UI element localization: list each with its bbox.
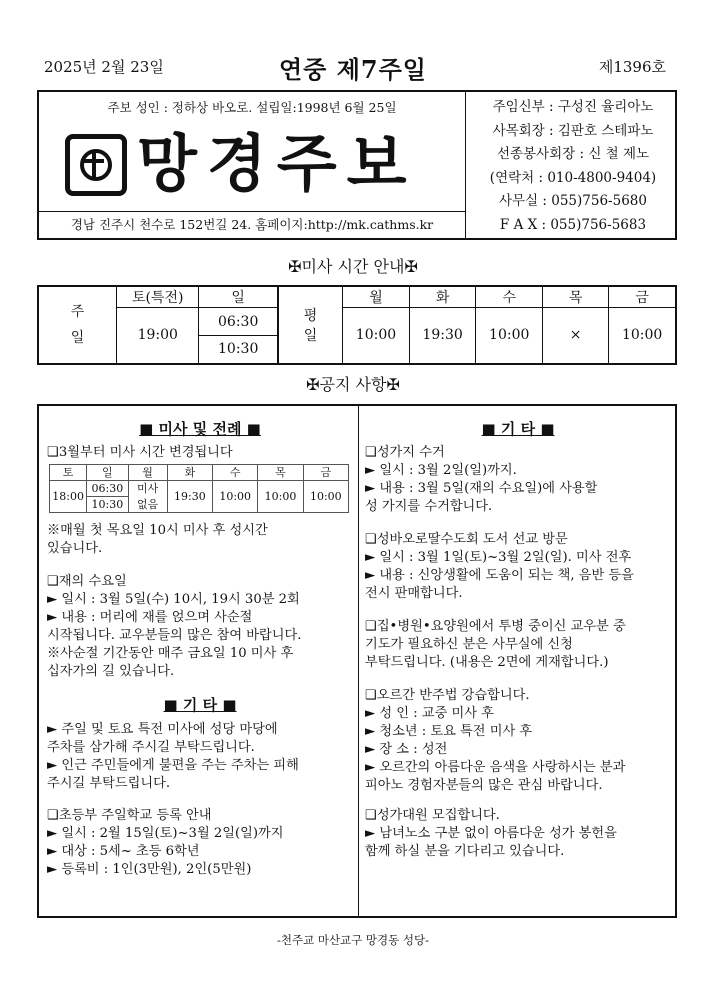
cell: 금	[303, 465, 348, 481]
tue-header: 화	[409, 286, 476, 308]
tue-time: 19:30	[409, 308, 476, 364]
notice-line: ► 일시 : 3월 1일(토)~3월 2일(일). 미사 전후	[365, 550, 632, 565]
wed-time: 10:00	[476, 308, 543, 364]
notice-line: ► 일시 : 3월 5일(수) 10시, 19시 30분 2회	[47, 592, 300, 607]
notice-line: ► 내용 : 3월 5일(재의 수요일)에 사용할	[365, 481, 598, 496]
notice-line: ► 인근 주민들에게 불편을 주는 주차는 피해	[47, 758, 299, 773]
sun-time-1: 06:30	[199, 308, 278, 336]
fax: F A X : 055)756-5683	[499, 216, 647, 233]
cell: 10:00	[213, 481, 258, 513]
sunday-label: 주 일	[38, 286, 117, 364]
notice-line: ► 등록비 : 1인(3만원), 2인(5만원)	[47, 862, 252, 877]
notice-line: ► 대상 : 5세~ 초등 6학년	[47, 844, 200, 859]
cell: 월	[128, 465, 167, 481]
issue-number: 제1396호	[598, 58, 666, 76]
notice-line: ► 오르간의 아름다운 음색을 사랑하시는 분과	[365, 760, 626, 775]
notice-line: ► 성 인 : 교중 미사 후	[365, 706, 494, 721]
weekday-label: 평 일	[278, 286, 343, 364]
holy-hour-line: ※매월 첫 목요일 10시 미사 후 성시간	[47, 523, 268, 538]
new-schedule-table	[49, 464, 349, 513]
mon-time: 10:00	[343, 308, 410, 364]
cell: 10:00	[303, 481, 348, 513]
holy-hour-line: 있습니다.	[47, 541, 103, 556]
notice-line: ► 일시 : 3월 2일(일)까지.	[365, 463, 517, 478]
cell: 없음	[128, 497, 167, 513]
address-line: 경남 진주시 천수로 152번길 24. 홈페이지:http://mk.cathms.kr	[39, 211, 465, 238]
cell: 10:00	[258, 481, 303, 513]
notice-line: ► 장 소 : 성전	[365, 742, 448, 757]
mon-header: 월	[343, 286, 410, 308]
fri-time: 10:00	[609, 308, 676, 364]
wed-header: 수	[476, 286, 543, 308]
schedule-change-title: ❑3월부터 미사 시간 변경됩니다	[47, 445, 233, 460]
founder-line: 주보 성인 : 정하상 바오로. 설립일:1998년 6월 25일	[107, 100, 397, 115]
book-mission-title: ❑성바오로딸수도회 도서 선교 방문	[365, 532, 568, 547]
liturgical-title: 연중 제7주일	[279, 55, 427, 84]
notice-line: 피아노 경험자분들의 많은 관심 바랍니다.	[365, 778, 603, 793]
notice-line: ※사순절 기간동안 매주 금요일 10 미사 후	[47, 646, 294, 661]
notice-line: 부탁드립니다. (내용은 2면에 게재합니다.)	[365, 655, 609, 670]
misc-heading-left: ■ 기 타 ■	[163, 696, 237, 714]
fri-header: 금	[609, 286, 676, 308]
notice-line: 전시 판매합니다.	[365, 586, 463, 601]
cell: 토	[50, 465, 87, 481]
masthead	[37, 90, 677, 240]
notices-box	[37, 404, 677, 918]
notice-line: ► 남녀노소 구분 없이 아름다운 성가 봉헌을	[365, 826, 617, 841]
sat-header: 토(특전)	[117, 286, 199, 308]
cell: 일	[87, 465, 128, 481]
sunday-school-title: ❑초등부 주일학교 등록 안내	[47, 808, 212, 823]
cell: 18:00	[50, 481, 87, 513]
thu-header: 목	[543, 286, 609, 308]
notice-line: ► 주일 및 토요 특전 미사에 성당 마당에	[47, 722, 278, 737]
cell: 미사	[128, 481, 167, 497]
notice-line: 주시길 부탁드립니다.	[47, 776, 171, 791]
organ-class-title: ❑오르간 반주법 강습합니다.	[365, 688, 530, 703]
logo-text: 망경주보	[137, 127, 417, 200]
mass-times-title: ✠미사 시간 안내✠	[288, 257, 418, 276]
pastor: 주임신부 : 구성진 율리아노	[492, 99, 654, 115]
notice-line: ► 내용 : 머리에 재를 얹으며 사순절	[47, 610, 253, 625]
notice-line: ► 내용 : 신앙생활에 도움이 되는 책, 음반 등을	[365, 568, 634, 583]
visitation-title: ❑집•병원•요양원에서 투병 중이신 교우분 중	[365, 619, 626, 634]
church-emblem-icon	[65, 134, 127, 196]
cell: 19:30	[167, 481, 212, 513]
cell: 목	[258, 465, 303, 481]
cell: 10:30	[87, 497, 128, 513]
notice-line: 기도가 필요하신 분은 사무실에 신청	[365, 637, 573, 652]
contact-phone: (연락처 : 010-4800-9404)	[489, 169, 657, 186]
notices-title: ✠공지 사항✠	[306, 375, 400, 394]
misc-heading-right: ■ 기 타 ■	[481, 420, 555, 438]
notice-line: 성 가지를 수거합니다.	[365, 499, 493, 514]
ash-wednesday-title: ❑재의 수요일	[47, 574, 127, 589]
sun-time-2: 10:30	[199, 336, 278, 364]
logo	[53, 122, 453, 206]
notice-line: ► 일시 : 2월 15일(토)~3월 2일(일)까지	[47, 826, 284, 841]
cell: 06:30	[87, 481, 128, 497]
funeral-service-head: 선종봉사회장 : 신 철 제노	[496, 146, 650, 162]
sun-header: 일	[199, 286, 278, 308]
cell: 수	[213, 465, 258, 481]
office-phone: 사무실 : 055)756-5680	[499, 193, 647, 209]
liturgy-heading: ■ 미사 및 전례 ■	[139, 420, 261, 438]
notice-line: 주차를 삼가해 주시길 부탁드립니다.	[47, 740, 255, 755]
notice-line: 함께 하실 분을 기다리고 있습니다.	[365, 844, 565, 859]
contact-info	[471, 96, 675, 237]
cell: 화	[167, 465, 212, 481]
council-president: 사목회장 : 김판호 스테파노	[492, 122, 654, 139]
notice-line: 시작됩니다. 교우분들의 많은 참여 바랍니다.	[47, 628, 302, 643]
palm-collection-title: ❑성가지 수거	[365, 445, 445, 460]
thu-time: ×	[543, 308, 609, 364]
choir-recruit-title: ❑성가대원 모집합니다.	[365, 808, 500, 823]
footer: -천주교 마산교구 망경동 성당-	[276, 933, 430, 947]
notice-line: ► 청소년 : 토요 특전 미사 후	[365, 724, 533, 739]
mass-times-table	[37, 285, 677, 365]
notice-line: 십자가의 길 있습니다.	[47, 664, 175, 679]
sat-time: 19:00	[117, 308, 199, 364]
issue-date: 2025년 2월 23일	[44, 58, 164, 76]
